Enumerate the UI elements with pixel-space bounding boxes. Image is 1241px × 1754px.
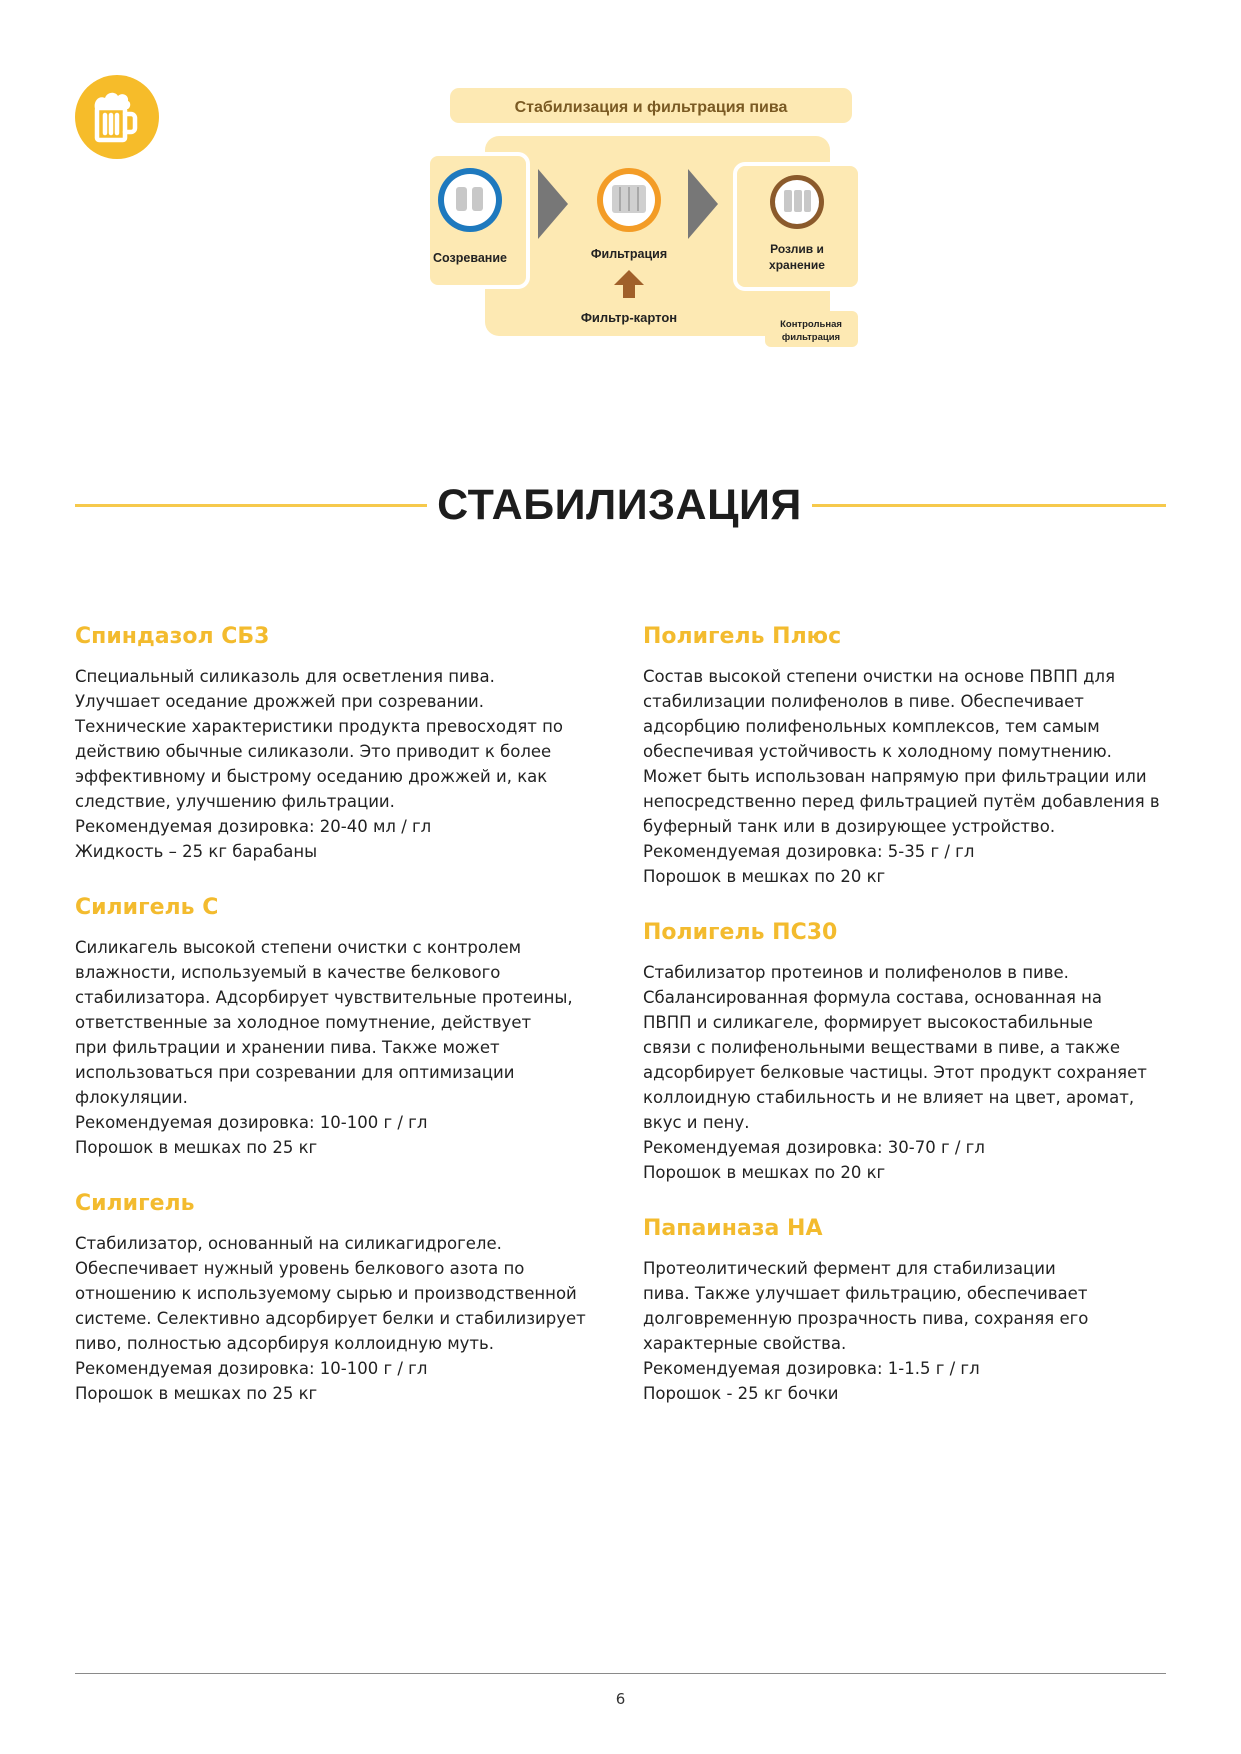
product-text-line: при фильтрации и хранении пива. Также может <box>75 1038 500 1057</box>
product-text-line: системе. Селективно адсорбирует белки и стабилизирует <box>75 1309 586 1328</box>
product-text-line: непосредственно перед фильтрацией путём добавления в <box>643 792 1160 811</box>
filtration-icon <box>597 168 661 232</box>
product-text-line: Силикагель высокой степени очистки с контролем <box>75 938 522 957</box>
heading-divider-left <box>75 504 427 507</box>
product-poligel-ps30 <box>643 916 1183 1185</box>
product-spindazol <box>75 620 615 864</box>
product-text-line: Технические характеристики продукта превосходят по <box>75 717 563 736</box>
section-heading <box>75 470 1166 540</box>
product-dosage: Рекомендуемая дозировка: 5-35 г / гл <box>643 842 975 861</box>
product-text-line: Сбалансированная формула состава, основанная на <box>643 988 1103 1007</box>
product-text-line: связи с полифенольными веществами в пиве, а также <box>643 1038 1120 1057</box>
maturation-label: Созревание <box>433 251 507 265</box>
diagram-title: Стабилизация и фильтрация пива <box>514 99 788 116</box>
product-title: Папаиназа НА <box>643 1216 823 1241</box>
products-right-column <box>643 620 1183 1433</box>
product-text-line: Стабилизатор, основанный на силикагидрогеле. <box>75 1234 502 1253</box>
product-text-line: адсорбирует белковые частицы. Этот продукт сохраняет <box>643 1063 1147 1082</box>
product-text-line: ответственные за холодное помутнение, действует <box>75 1013 532 1032</box>
control-filtration-line1: Контрольная <box>780 319 842 330</box>
maturation-icon <box>438 168 502 232</box>
product-title: Спиндазол СБ3 <box>75 624 270 649</box>
product-siligel <box>75 1187 615 1406</box>
product-text-line: влажности, используемый в качестве белкового <box>75 963 501 982</box>
product-text-line: адсорбцию полифенольных комплексов, тем самым <box>643 717 1100 736</box>
filter-input-label: Фильтр-картон <box>580 310 678 325</box>
product-text-line: буферный танк или в дозирующее устройство. <box>643 817 1056 836</box>
product-text-line: характерные свойства. <box>643 1334 847 1353</box>
product-text-line: использоваться при созревании для оптимизации <box>75 1063 515 1082</box>
product-packaging: Порошок - 25 кг бочки <box>643 1384 839 1403</box>
footer-divider <box>75 1673 1166 1674</box>
bottling-icon <box>770 175 824 229</box>
product-text-line: Может быть использован напрямую при фильтрации или <box>643 767 1147 786</box>
product-packaging: Порошок в мешках по 20 кг <box>643 867 886 886</box>
product-packaging: Жидкость – 25 кг барабаны <box>75 842 318 861</box>
product-text-line: ПВПП и силикагеле, формирует высокостабильные <box>643 1013 1093 1032</box>
page-title: СТАБИЛИЗАЦИЯ <box>437 481 802 529</box>
product-dosage: Рекомендуемая дозировка: 10-100 г / гл <box>75 1359 428 1378</box>
product-text-line: пиво, полностью адсорбируя коллоидную муть. <box>75 1334 495 1353</box>
product-dosage: Рекомендуемая дозировка: 20-40 мл / гл <box>75 817 432 836</box>
products-left-column <box>75 620 615 1433</box>
product-text-line: обеспечивая устойчивость к холодному помутнению. <box>643 742 1112 761</box>
control-filtration-line2: фильтрация <box>781 332 841 343</box>
product-poligel-plus <box>643 620 1183 889</box>
product-title: Полигель Плюс <box>643 624 842 649</box>
page-number: 6 <box>615 1690 626 1708</box>
product-packaging: Порошок в мешках по 25 кг <box>75 1384 318 1403</box>
product-text-line: коллоидную стабильность и не влияет на цвет, аромат, <box>643 1088 1135 1107</box>
product-siligel-s <box>75 891 615 1160</box>
product-text-line: стабилизатора. Адсорбирует чувствительные протеины, <box>75 988 573 1007</box>
product-text-line: Обеспечивает нужный уровень белкового азота по <box>75 1259 525 1278</box>
product-text-line: вкус и пену. <box>643 1113 750 1132</box>
product-packaging: Порошок в мешках по 25 кг <box>75 1138 318 1157</box>
beer-mug-icon <box>75 75 159 159</box>
product-text-line: Стабилизатор протеинов и полифенолов в пиве. <box>643 963 1069 982</box>
bottling-label-line2: хранение <box>769 258 825 272</box>
product-text-line: Специальный силиказоль для осветления пива. <box>75 667 495 686</box>
product-text-line: долговременную прозрачность пива, сохраняя его <box>643 1309 1089 1328</box>
bottling-label-line1: Розлив и <box>770 242 824 256</box>
product-text-line: пива. Также улучшает фильтрацию, обеспечивает <box>643 1284 1088 1303</box>
product-title: Силигель <box>75 1191 195 1216</box>
product-title: Силигель С <box>75 895 219 920</box>
product-text-line: действию обычные силиказоли. Это приводит к более <box>75 742 552 761</box>
product-packaging: Порошок в мешках по 20 кг <box>643 1163 886 1182</box>
product-title: Полигель ПС30 <box>643 920 838 945</box>
product-text-line: стабилизации полифенолов в пиве. Обеспечивает <box>643 692 1084 711</box>
product-text-line: флокуляции. <box>75 1088 188 1107</box>
product-text-line: Состав высокой степени очистки на основе ПВПП для <box>643 667 1116 686</box>
product-dosage: Рекомендуемая дозировка: 30-70 г / гл <box>643 1138 985 1157</box>
product-text-line: следствие, улучшению фильтрации. <box>75 792 395 811</box>
product-text-line: Улучшает оседание дрожжей при созревании. <box>75 692 485 711</box>
heading-divider-right <box>812 504 1166 507</box>
product-papainaza <box>643 1212 1183 1406</box>
product-dosage: Рекомендуемая дозировка: 1-1.5 г / гл <box>643 1359 980 1378</box>
filtration-label: Фильтрация <box>590 247 668 261</box>
process-diagram <box>420 84 890 354</box>
product-text-line: Протеолитический фермент для стабилизации <box>643 1259 1056 1278</box>
product-text-line: отношению к используемому сырью и производственной <box>75 1284 577 1303</box>
product-dosage: Рекомендуемая дозировка: 10-100 г / гл <box>75 1113 428 1132</box>
product-text-line: эффективному и быстрому оседанию дрожжей и, как <box>75 767 548 786</box>
